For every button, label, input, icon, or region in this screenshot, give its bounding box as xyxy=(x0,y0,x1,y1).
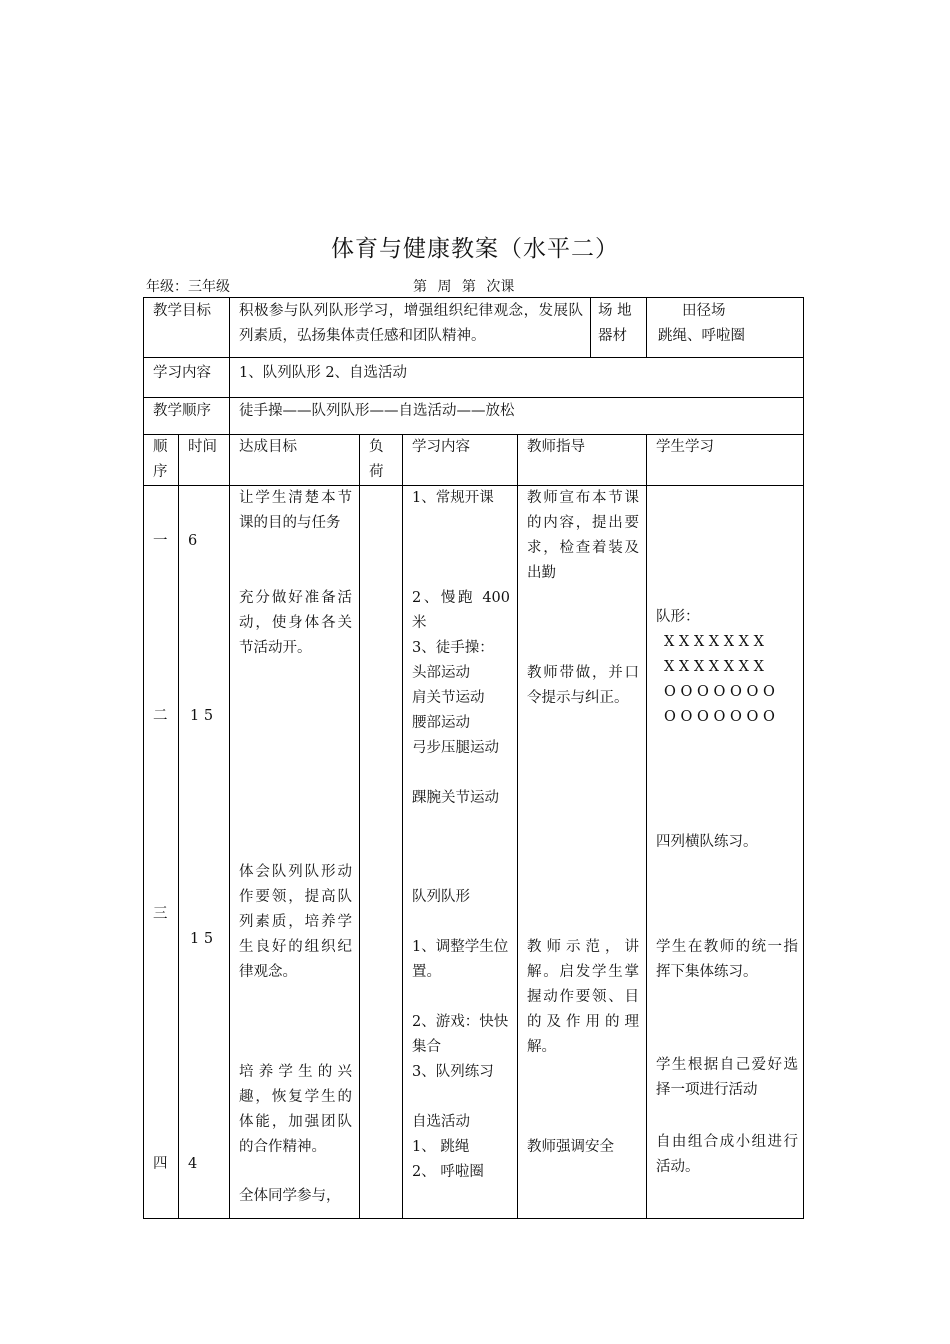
section-order: 二 xyxy=(153,708,168,724)
student-cell: 学生根据自己爱好选择一项进行活动 xyxy=(656,1057,798,1098)
col-order: 顺 序 xyxy=(153,439,168,480)
content-cell: 头部运动 xyxy=(412,665,470,681)
content-cell: 3、徒手操： xyxy=(412,640,494,656)
equipment-value: 跳绳、呼啦圈 xyxy=(658,328,745,344)
goal-cell: 培养学生的兴趣，恢复学生的体能，加强团队的合作精神。 xyxy=(239,1064,352,1155)
col-divider xyxy=(229,434,230,1219)
goal-text: 积极参与队列队形学习，增强组织纪律观念，发展队列素质，弘扬集体责任感和团队精神。 xyxy=(239,303,583,344)
section-time: 6 xyxy=(188,533,198,549)
col-divider xyxy=(646,298,647,357)
goal-cell: 全体同学参与， xyxy=(239,1188,341,1204)
formation-row: X X X X X X X xyxy=(664,634,764,650)
content-cell: 自选活动 xyxy=(412,1114,470,1130)
student-cell: 学生在教师的统一指挥下集体练习。 xyxy=(656,939,798,980)
content-cell: 2、慢跑 400 米 xyxy=(412,590,510,631)
section-order: 三 xyxy=(153,906,168,922)
content-text: 1、队列队形 2、自选活动 xyxy=(239,365,408,381)
row-divider xyxy=(144,357,803,358)
content-cell: 1、常规开课 xyxy=(412,490,494,506)
goal-cell: 体会队列队形动作要领，提高队列素质，培养学生良好的组织纪律观念。 xyxy=(239,864,352,980)
week-label: 第 周 第 次课 xyxy=(413,279,515,295)
content-cell: 2、游戏：快快集合 xyxy=(412,1014,509,1055)
teacher-cell: 教师示范，讲解。启发学生掌握动作要领、目的及作用的理解。 xyxy=(527,939,639,1055)
sequence-label: 教学顺序 xyxy=(153,403,211,419)
content-cell: 队列队形 xyxy=(412,889,470,905)
goal-cell: 让学生清楚本节课的目的与任务 xyxy=(239,490,352,531)
content-cell: 腰部运动 xyxy=(412,715,470,731)
goal-label: 教学目标 xyxy=(153,303,211,319)
student-cell: 队形： xyxy=(656,609,700,625)
content-label: 学习内容 xyxy=(153,365,211,381)
col-time: 时间 xyxy=(188,439,217,455)
content-cell: 1、 跳绳 xyxy=(412,1139,470,1155)
content-cell: 踝腕关节运动 xyxy=(412,790,499,806)
content-cell: 肩关节运动 xyxy=(412,690,485,706)
col-student: 学生学习 xyxy=(656,439,714,455)
venue-label: 场 地 器材 xyxy=(598,303,632,344)
goal-cell: 充分做好准备活动，使身体各关节活动开。 xyxy=(239,590,352,656)
section-order: 一 xyxy=(153,533,168,549)
col-content: 学习内容 xyxy=(412,439,470,455)
lesson-plan-table xyxy=(143,297,804,1219)
content-cell: 弓步压腿运动 xyxy=(412,740,499,756)
col-divider xyxy=(517,434,518,1219)
col-divider xyxy=(178,434,179,1219)
teacher-cell: 教师宣布本节课的内容，提出要求，检查着装及出勤 xyxy=(527,490,639,581)
section-time: 1 5 xyxy=(190,931,214,947)
col-divider xyxy=(590,298,591,357)
col-divider xyxy=(359,434,360,1219)
section-time: 4 xyxy=(188,1156,198,1172)
page-title: 体育与健康教案（水平二） xyxy=(331,236,619,262)
col-divider xyxy=(229,298,230,434)
formation-row: O O O O O O O xyxy=(664,684,775,700)
section-time: 1 5 xyxy=(190,708,214,724)
col-goal: 达成目标 xyxy=(239,439,297,455)
content-cell: 3、队列练习 xyxy=(412,1064,494,1080)
content-cell: 2、 呼啦圈 xyxy=(412,1164,484,1180)
teacher-cell: 教师带做，并口令提示与纠正。 xyxy=(527,665,639,706)
student-cell: 自由组合成小组进行活动。 xyxy=(656,1134,798,1175)
content-cell: 1、调整学生位置。 xyxy=(412,939,509,980)
student-cell: 四列横队练习。 xyxy=(656,834,758,850)
section-order: 四 xyxy=(153,1156,168,1172)
col-divider xyxy=(646,434,647,1219)
grade-label: 年级：三年级 xyxy=(146,279,230,295)
row-divider xyxy=(144,397,803,398)
formation-row: O O O O O O O xyxy=(664,709,775,725)
teacher-cell: 教师强调安全 xyxy=(527,1139,614,1155)
sequence-text: 徒手操——队列队形——自选活动——放松 xyxy=(239,403,515,419)
col-divider xyxy=(402,434,403,1219)
venue-value: 田径场 xyxy=(682,303,726,319)
col-teacher: 教师指导 xyxy=(527,439,585,455)
formation-row: X X X X X X X xyxy=(664,659,764,675)
col-load: 负 荷 xyxy=(369,439,384,480)
